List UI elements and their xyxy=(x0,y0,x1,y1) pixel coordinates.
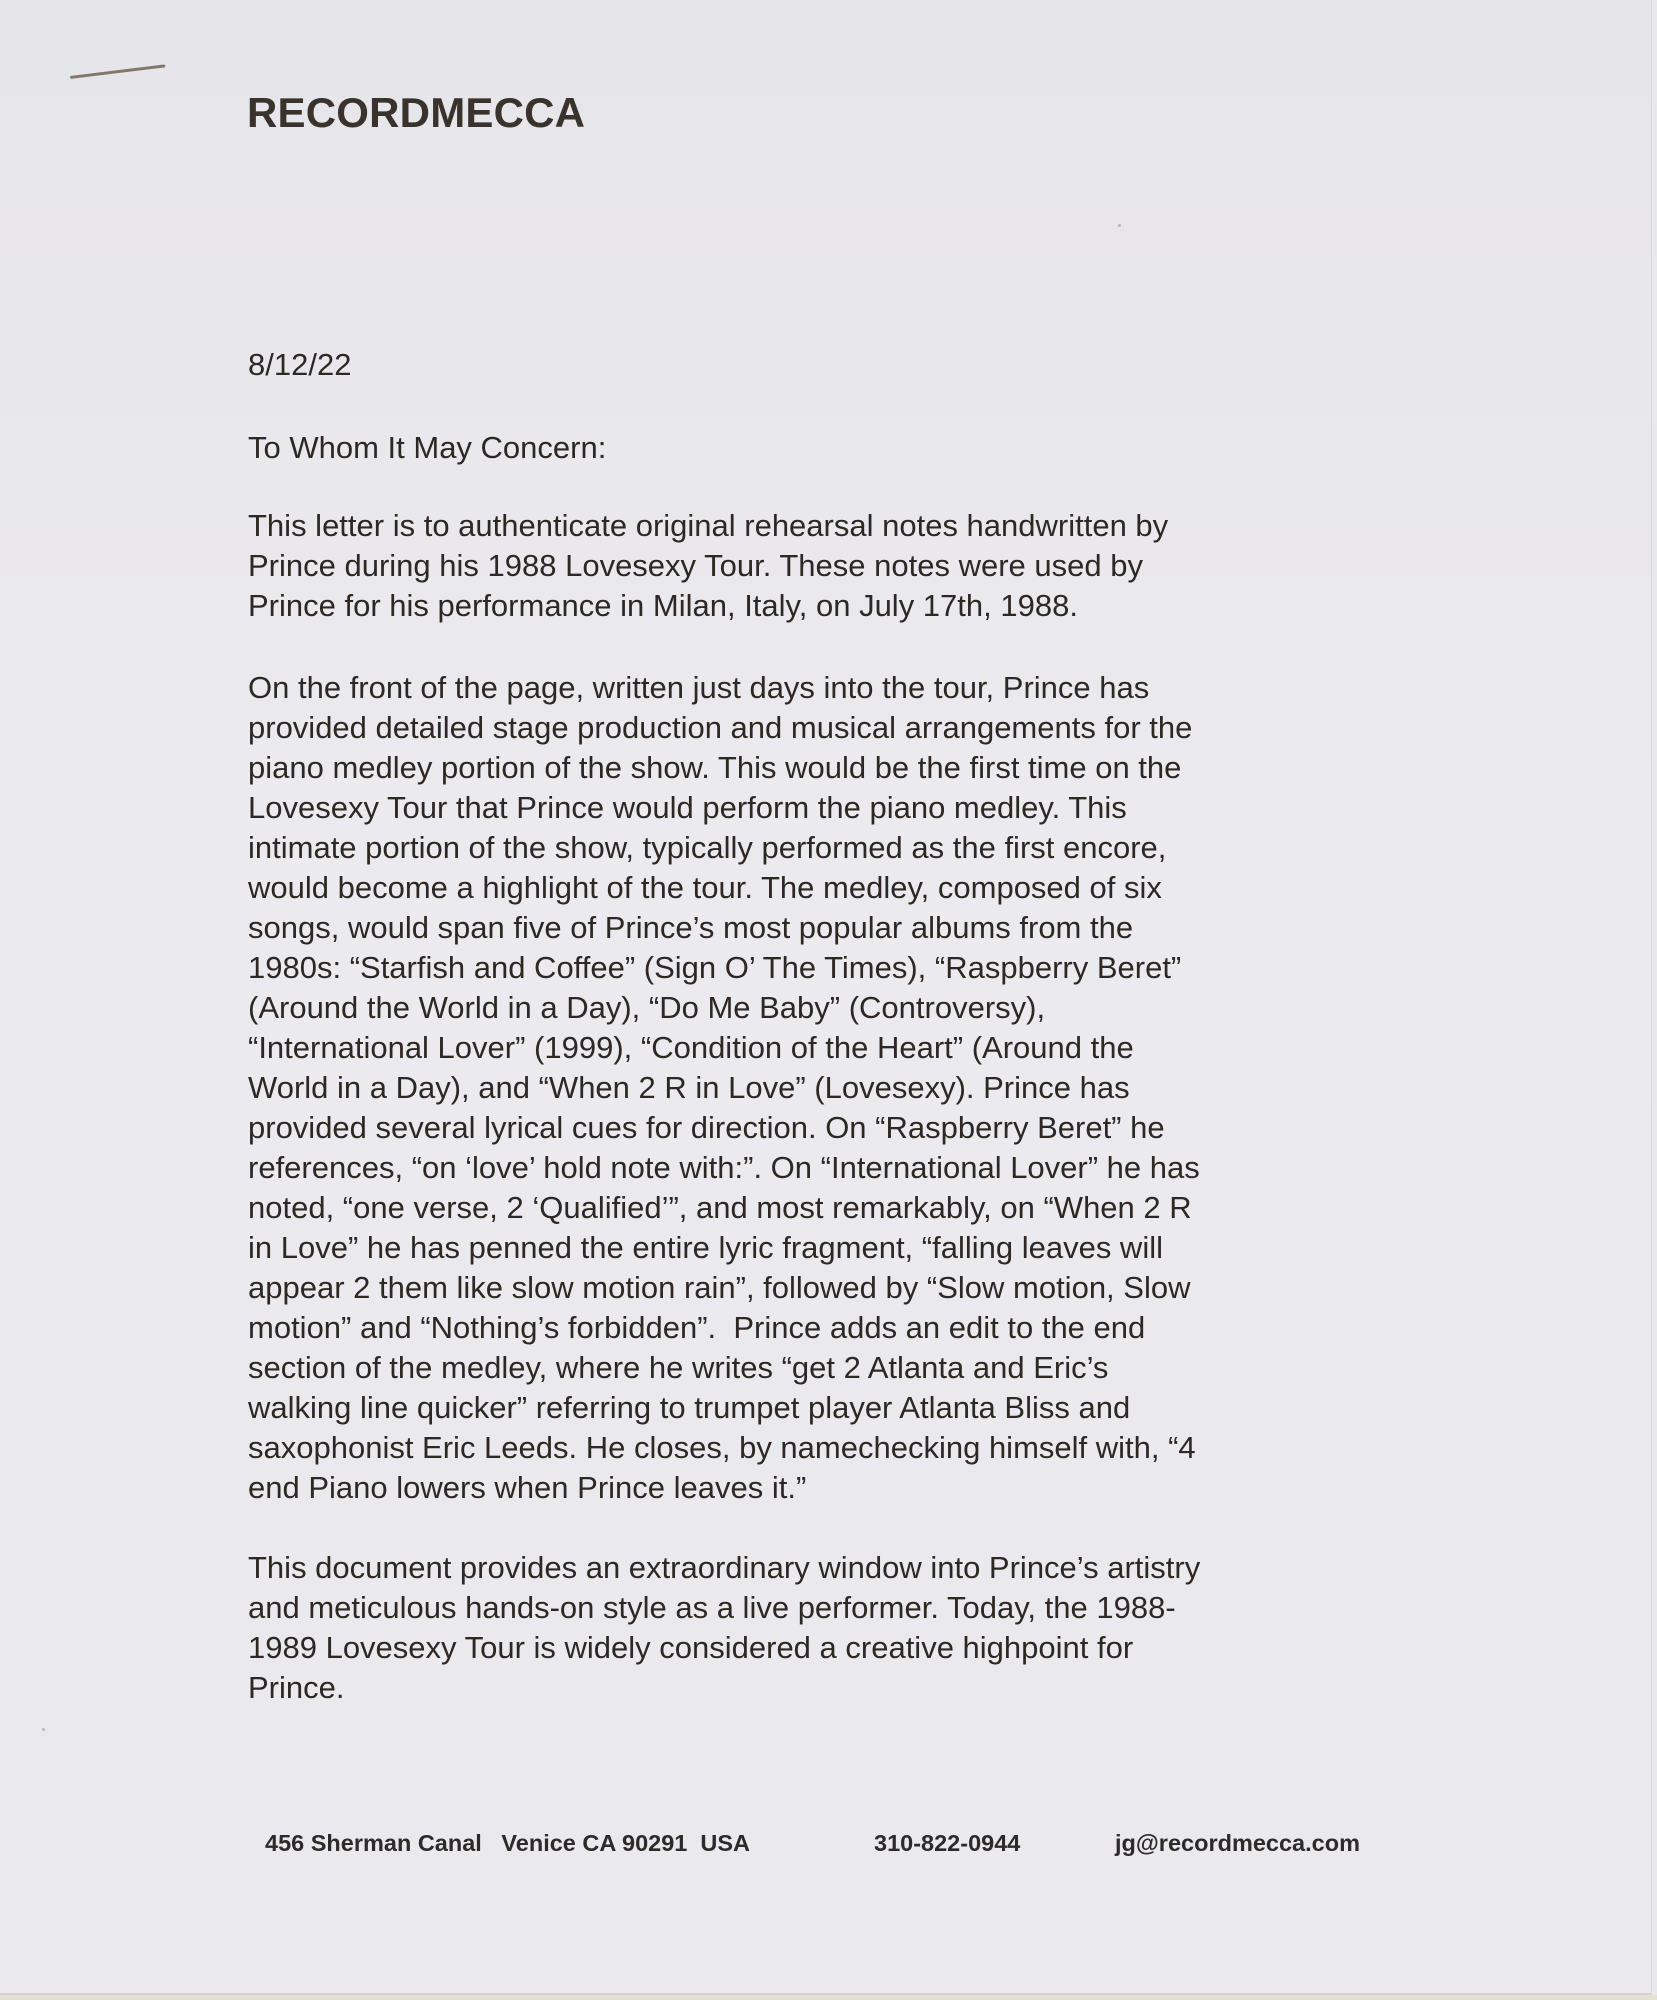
letterhead-company-name: RECORDMECCA xyxy=(247,89,586,136)
text-line: appear 2 them like slow motion rain”, followed by “Slow motion, Slow xyxy=(248,1270,1191,1305)
page-edge xyxy=(0,1995,1657,2000)
text-line: walking line quicker” referring to trumpet player Atlanta Bliss and xyxy=(248,1390,1131,1425)
text-line: On the front of the page, written just days into the tour, Prince has xyxy=(248,670,1150,705)
text-line: This document provides an extraordinary window into Prince’s artistry xyxy=(248,1550,1201,1585)
text-line: intimate portion of the show, typically performed as the first encore, xyxy=(248,830,1167,865)
footer-phone: 310-822-0944 xyxy=(874,1830,1021,1856)
paragraph-authentication xyxy=(248,506,1168,626)
paper-speck xyxy=(42,1728,45,1731)
text-line: World in a Day), and “When 2 R in Love” (Lovesexy). Prince has xyxy=(248,1070,1130,1105)
text-line: Prince for his performance in Milan, Italy, on July 17th, 1988. xyxy=(248,588,1078,623)
text-line: (Around the World in a Day), “Do Me Baby” (Controversy), xyxy=(248,990,1046,1025)
text-line: and meticulous hands-on style as a live performer. Today, the 1988- xyxy=(248,1590,1176,1625)
text-line: Prince. xyxy=(248,1670,345,1705)
text-line: end Piano lowers when Prince leaves it.” xyxy=(248,1470,807,1505)
paragraph-description xyxy=(248,668,1200,1508)
footer-email[interactable]: jg@recordmecca.com xyxy=(1115,1830,1360,1856)
text-line: songs, would span five of Prince’s most popular albums from the xyxy=(248,910,1134,945)
text-line: in Love” he has penned the entire lyric fragment, “falling leaves will xyxy=(248,1230,1163,1265)
text-line: 1980s: “Starfish and Coffee” (Sign O’ The Times), “Raspberry Beret” xyxy=(248,950,1182,985)
text-line: Lovesexy Tour that Prince would perform the piano medley. This xyxy=(248,790,1127,825)
salutation: To Whom It May Concern: xyxy=(248,430,607,465)
text-line: would become a highlight of the tour. The medley, composed of six xyxy=(248,870,1162,905)
text-line: references, “on ‘love’ hold note with:”. On “International Lover” he has xyxy=(248,1150,1200,1185)
footer-address: 456 Sherman Canal Venice CA 90291 USA xyxy=(265,1830,751,1856)
text-line: provided detailed stage production and musical arrangements for the xyxy=(248,710,1193,745)
text-line: This letter is to authenticate original rehearsal notes handwritten by xyxy=(248,508,1169,543)
text-line: saxophonist Eric Leeds. He closes, by namechecking himself with, “4 xyxy=(248,1430,1196,1465)
text-line: “International Lover” (1999), “Condition of the Heart” (Around the xyxy=(248,1030,1134,1065)
paper-speck xyxy=(1118,224,1121,227)
text-line: piano medley portion of the show. This would be the first time on the xyxy=(248,750,1182,785)
paragraph-conclusion xyxy=(248,1548,1200,1708)
text-line: Prince during his 1988 Lovesexy Tour. These notes were used by xyxy=(248,548,1143,583)
text-line: provided several lyrical cues for direction. On “Raspberry Beret” he xyxy=(248,1110,1165,1145)
text-line: 1989 Lovesexy Tour is widely considered a creative highpoint for xyxy=(248,1630,1134,1665)
text-line: noted, “one verse, 2 ‘Qualified’”, and most remarkably, on “When 2 R xyxy=(248,1190,1192,1225)
text-line: section of the medley, where he writes “get 2 Atlanta and Eric’s xyxy=(248,1350,1109,1385)
letter-date: 8/12/22 xyxy=(248,347,352,382)
text-line: motion” and “Nothing’s forbidden”. Prince adds an edit to the end xyxy=(248,1310,1146,1345)
